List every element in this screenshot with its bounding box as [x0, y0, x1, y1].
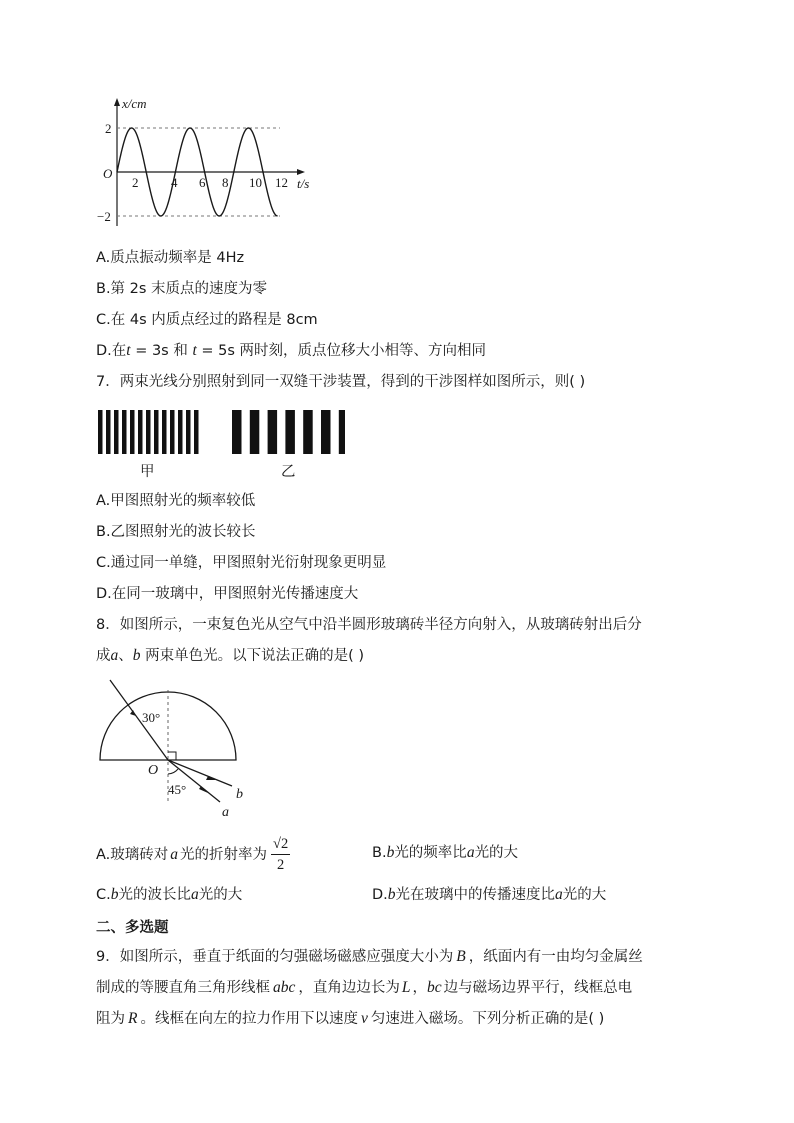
fringe-bar [186, 410, 191, 454]
oscillation-graph [95, 92, 325, 232]
q8-d-text: D. [372, 887, 388, 903]
q6-d-eq2: = 5s 两时刻，质点位移大小相等、方向相同 [196, 343, 487, 359]
q6-option-b[interactable]: B.第 2s 末质点的速度为零 [96, 281, 268, 297]
x-tick-8: 8 [222, 175, 229, 190]
y-axis-label: x/cm [122, 96, 147, 111]
q9-var-abc: abc [273, 979, 296, 996]
fringe-bar [162, 410, 167, 454]
q8-var-b: b [132, 647, 141, 664]
q9-line2 [96, 978, 632, 998]
q9-text: 9．如图所示，垂直于纸面的匀强磁场磁感应强度大小为 [96, 949, 454, 965]
q6-option-a[interactable]: A.质点振动频率是 4Hz [96, 250, 245, 266]
q9-var-bc: bc [427, 979, 442, 996]
fraction-sqrt2-over-2 [271, 834, 290, 875]
q6-d-t2: t [192, 342, 197, 359]
q6-option-c[interactable]: C.在 4s 内质点经过的路程是 8cm [96, 312, 318, 328]
q8-a-text: 光的折射率为 [180, 846, 268, 863]
fringe-bar [250, 410, 259, 454]
fringe-bar [138, 410, 143, 454]
q9-text: 匀速进入磁场。下列分析正确的是( ) [370, 1011, 605, 1027]
interference-pattern-yi [230, 410, 345, 454]
q6-d-eq1: = 3s 和 [130, 343, 193, 359]
q9-text: ，直角边边长为 [298, 980, 400, 996]
q9-var-l: L [401, 979, 411, 996]
y-tick-neg2: −2 [97, 209, 111, 224]
y-tick-2: 2 [105, 121, 112, 136]
fringe-bar [285, 410, 295, 454]
q8-option-c[interactable] [96, 885, 242, 905]
x-tick-10: 10 [249, 175, 262, 190]
fraction-denominator: 2 [277, 857, 285, 873]
q9-text: 。线框在向左的拉力作用下以速度 [140, 1011, 358, 1027]
q9-text: 边与磁场边界平行，线框总电 [443, 980, 633, 996]
q9-text: ，纸面内有一由均匀金属丝 [468, 949, 643, 965]
q9-var-b-field: B [456, 948, 466, 965]
q8-c-var: a [190, 886, 199, 903]
q8-d-text: 光在玻璃中的传播速度比 [395, 887, 556, 903]
x-tick-12: 12 [275, 175, 288, 190]
q8-d-var: a [555, 886, 563, 903]
label-yi: 乙 [281, 464, 296, 480]
origin-o: O [148, 763, 159, 778]
q8-option-a[interactable] [96, 834, 290, 875]
x-tick-4: 4 [171, 175, 178, 190]
fringe-bar [321, 410, 331, 454]
q8-option-b[interactable] [372, 843, 518, 863]
fringe-bar [98, 410, 103, 454]
angle-30: 30° [142, 710, 161, 725]
q9-line1 [96, 947, 643, 967]
fringe-bar [194, 410, 199, 454]
fringe-bar [130, 410, 135, 454]
q7-option-d[interactable]: D.在同一玻璃中，甲图照射光传播速度大 [96, 586, 359, 602]
q6-option-d[interactable] [96, 341, 486, 361]
fringe-bar [232, 410, 242, 454]
section-heading: 二、多选题 [96, 920, 169, 936]
q8-c-text: 光的大 [198, 887, 243, 903]
q8-b-text: B. [372, 845, 387, 861]
fringe-bar [114, 410, 119, 454]
interference-pattern-jia [96, 410, 206, 454]
q8-a-var: a [170, 845, 179, 863]
q8-d-var: b [387, 886, 396, 903]
q8-stem-text: 、 [118, 648, 133, 664]
q8-b-var: a [466, 844, 475, 861]
q9-text: 制成的等腰直角三角形线框 [96, 980, 270, 996]
q8-b-text: 光的频率比 [394, 845, 467, 861]
semicircle-refraction-diagram [96, 676, 256, 822]
q6-d-prefix: D.在 [96, 343, 127, 359]
fringe-bar [146, 410, 151, 454]
q8-c-text: C. [96, 887, 111, 903]
fraction-numerator: √2 [271, 834, 290, 855]
fringe-bar [154, 410, 159, 454]
label-jia: 甲 [140, 464, 155, 480]
q7-option-a[interactable]: A.甲图照射光的频率较低 [96, 493, 256, 509]
ray-b-label: b [236, 787, 243, 802]
q8-d-text: 光的大 [562, 887, 607, 903]
q8-option-d[interactable] [372, 885, 606, 905]
fringe-bar [178, 410, 183, 454]
fringe-bar [122, 410, 127, 454]
q8-var-a: a [110, 647, 119, 664]
fringe-bar [106, 410, 111, 454]
fringe-bar [339, 410, 345, 454]
q8-a-text: A.玻璃砖对 [96, 846, 169, 863]
q9-line3 [96, 1009, 604, 1029]
q7-option-b[interactable]: B.乙图照射光的波长较长 [96, 524, 256, 540]
fringe-bar [303, 410, 313, 454]
q8-stem-text: 成 [96, 648, 111, 664]
q7-stem: 7．两束光线分别照射到同一双缝干涉装置，得到的干涉图样如图所示，则( ) [96, 374, 586, 390]
q8-b-text: 光的大 [474, 845, 519, 861]
q8-c-var: b [110, 886, 119, 903]
q9-var-r: R [128, 1010, 138, 1027]
x-tick-2: 2 [132, 175, 139, 190]
fringe-bar [268, 410, 278, 454]
q8-b-var: b [386, 844, 395, 861]
q6-d-t1: t [126, 342, 131, 359]
q8-stem-line2 [96, 646, 364, 666]
origin-label: O [103, 166, 113, 181]
q7-option-c[interactable]: C.通过同一单缝，甲图照射光衍射现象更明显 [96, 555, 387, 571]
q9-text: 阻为 [96, 1011, 125, 1027]
q9-var-v: v [360, 1010, 368, 1027]
q8-stem-line1: 8．如图所示，一束复色光从空气中沿半圆形玻璃砖半径方向射入，从玻璃砖射出后分 [96, 617, 642, 633]
x-tick-6: 6 [199, 175, 206, 190]
q9-text: ， [412, 980, 428, 996]
angle-45: 45° [168, 782, 187, 797]
fringe-bar [170, 410, 175, 454]
q8-stem-text: 两束单色光。以下说法正确的是( ) [140, 648, 365, 664]
x-axis-label: t/s [297, 176, 310, 191]
q8-c-text: 光的波长比 [118, 887, 191, 903]
ray-a-label: a [222, 805, 229, 820]
